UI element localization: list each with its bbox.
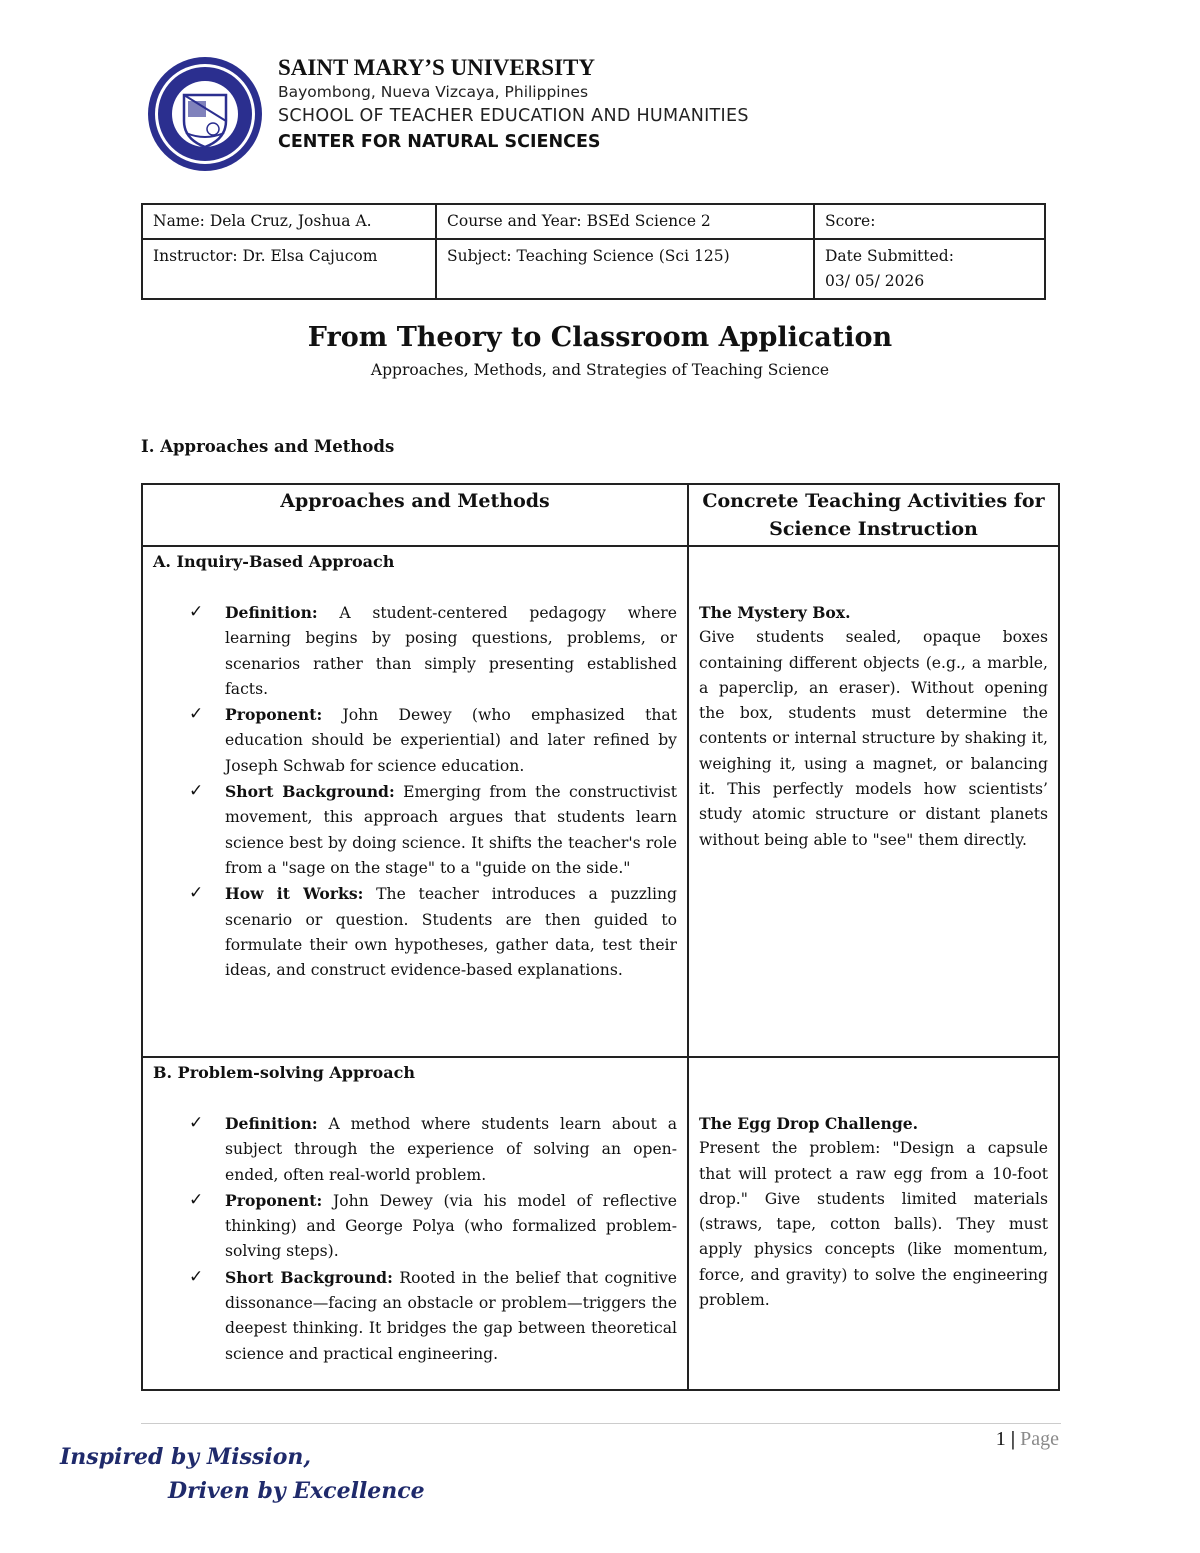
item-term: Proponent: bbox=[225, 705, 323, 725]
course-year: Course and Year: BSEd Science 2 bbox=[436, 204, 814, 239]
item-term: Short Background: bbox=[225, 782, 395, 802]
page-label: Page bbox=[1020, 1428, 1059, 1450]
list-item bbox=[189, 1111, 677, 1188]
student-info-table bbox=[141, 203, 1046, 300]
date-label: Date Submitted: bbox=[825, 247, 954, 265]
approaches-table bbox=[141, 483, 1060, 1391]
tagline-line-1: Inspired by Mission, bbox=[60, 1444, 312, 1470]
item-term: Definition: bbox=[225, 603, 318, 622]
subject: Subject: Teaching Science (Sci 125) bbox=[436, 239, 814, 299]
date-submitted bbox=[814, 239, 1045, 299]
activity-cell bbox=[688, 1057, 1059, 1390]
approach-cell bbox=[142, 1057, 688, 1390]
checkmark-icon: ✓ bbox=[189, 1189, 204, 1210]
list-item bbox=[189, 779, 677, 881]
center-name: CENTER FOR NATURAL SCIENCES bbox=[278, 132, 601, 152]
instructor: Instructor: Dr. Elsa Cajucom bbox=[142, 239, 436, 299]
item-term: Short Background: bbox=[225, 1267, 393, 1287]
checkmark-icon: ✓ bbox=[189, 781, 204, 802]
date-value: 03/ 05/ 2026 bbox=[825, 272, 925, 290]
university-name: SAINT MARY’S UNIVERSITY bbox=[278, 55, 595, 80]
table-row bbox=[142, 546, 1059, 1057]
approach-details bbox=[153, 1111, 677, 1367]
list-item bbox=[189, 881, 677, 983]
page-number bbox=[996, 1428, 1059, 1451]
list-item bbox=[189, 1188, 677, 1265]
checkmark-icon: ✓ bbox=[189, 1113, 204, 1133]
table-header-row bbox=[142, 484, 1059, 546]
document-title: From Theory to Classroom Application bbox=[307, 322, 893, 353]
item-term: How it Works: bbox=[225, 884, 364, 904]
list-item bbox=[189, 1265, 677, 1367]
column-header-activities: Concrete Teaching Activities for Science Instruction bbox=[688, 484, 1059, 546]
school-name: SCHOOL OF TEACHER EDUCATION AND HUMANITIES bbox=[278, 106, 749, 126]
item-text: Emerging from the constructivist movement, this approach argues that students learn science best by doing science. It shifts the teacher's role from a "sage on the stage" to a "guide on the side." bbox=[225, 783, 677, 877]
page-separator: | bbox=[1010, 1428, 1016, 1450]
activity-text: Present the problem: "Design a capsule that will protect a raw egg from a 10-foot drop." Give students limited materials (straws, tape, cotton balls). They must apply physics concepts (like momentum, force, and gravity) to solve the engineering problem. bbox=[699, 1139, 1048, 1310]
checkmark-icon: ✓ bbox=[189, 1266, 204, 1287]
tagline-line-2: Driven by Excellence bbox=[168, 1478, 425, 1504]
table-row bbox=[142, 1057, 1059, 1390]
checkmark-icon: ✓ bbox=[189, 883, 204, 904]
item-text: A student-centered pedagogy where learning begins by posing questions, problems, or scenarios rather than simply presenting established facts. bbox=[225, 604, 677, 698]
activity-title: The Mystery Box. bbox=[699, 603, 851, 622]
list-item bbox=[189, 702, 677, 779]
item-text: John Dewey (via his model of reflective thinking) and George Polya (who formalized problem-solving steps). bbox=[225, 1191, 677, 1261]
letterhead bbox=[278, 55, 749, 155]
checkmark-icon: ✓ bbox=[189, 602, 204, 622]
item-term: Proponent: bbox=[225, 1190, 323, 1210]
item-text: Rooted in the belief that cognitive dissonance—facing an obstacle or problem—triggers the deepest thinking. It bridges the gap between theoretical science and practical engineering. bbox=[225, 1268, 677, 1363]
list-item bbox=[189, 600, 677, 702]
university-location: Bayombong, Nueva Vizcaya, Philippines bbox=[278, 83, 589, 101]
score: Score: bbox=[814, 204, 1045, 239]
footer-divider bbox=[141, 1423, 1061, 1424]
document-subtitle: Approaches, Methods, and Strategies of Teaching Science bbox=[370, 361, 830, 379]
footer-tagline bbox=[60, 1440, 425, 1508]
approach-title: A. Inquiry-Based Approach bbox=[153, 552, 395, 571]
approach-details bbox=[153, 600, 677, 983]
section-heading: I. Approaches and Methods bbox=[141, 437, 395, 456]
checkmark-icon: ✓ bbox=[189, 704, 204, 725]
item-text: John Dewey (who emphasized that education should be experiential) and later refined by Joseph Schwab for science education. bbox=[225, 706, 677, 775]
item-text: The teacher introduces a puzzling scenario or question. Students are then guided to formulate their own hypotheses, gather data, test their ideas, and construct evidence-based explanations. bbox=[225, 885, 677, 980]
university-seal-logo bbox=[146, 55, 264, 173]
info-row bbox=[142, 204, 1045, 239]
page-number-value: 1 bbox=[995, 1428, 1006, 1450]
approach-cell bbox=[142, 546, 688, 1057]
student-name: Name: Dela Cruz, Joshua A. bbox=[142, 204, 436, 239]
activity-cell bbox=[688, 546, 1059, 1057]
column-header-approaches: Approaches and Methods bbox=[142, 484, 688, 546]
activity-text: Give students sealed, opaque boxes containing different objects (e.g., a marble, a paperclip, an eraser). Without opening the box, students must determine the contents or internal structure by shaking it, weighing it, using a magnet, or balancing it. This perfectly models how scientists’ study atomic structure or distant planets without being able to "see" them directly. bbox=[699, 628, 1048, 849]
activity-title: The Egg Drop Challenge. bbox=[699, 1114, 919, 1133]
info-row bbox=[142, 239, 1045, 299]
item-text: A method where students learn about a subject through the experience of solving an open-ended, often real-world problem. bbox=[225, 1115, 677, 1184]
approach-title: B. Problem-solving Approach bbox=[153, 1063, 415, 1082]
item-term: Definition: bbox=[225, 1114, 318, 1133]
